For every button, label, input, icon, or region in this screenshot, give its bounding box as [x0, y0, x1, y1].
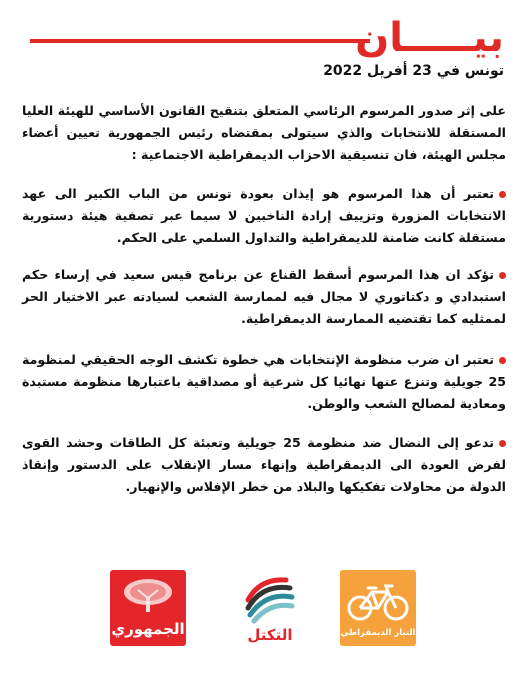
bicycle-icon — [346, 582, 410, 622]
bullet-icon — [499, 272, 506, 279]
takattol-logo — [230, 570, 310, 650]
list-item-text: تؤكد ان هذا المرسوم أسقط القناع عن برنامج قيس سعيد في إرساء حكم استبدادي و دكتاتوري لا مجال فيه لممارسة الشعب لسيادته عبر الاختيار الحر لممثليه كما تقتضيه الممارسة الديمقراطية. — [22, 267, 506, 326]
tayyar-logo-text: التيار الديمقراطي — [340, 628, 416, 638]
tree-icon — [120, 576, 176, 616]
bullet-icon — [499, 440, 506, 447]
list-item — [22, 349, 506, 415]
list-item — [22, 183, 506, 249]
page-title: بيـــــان — [355, 15, 504, 61]
bullet-icon — [499, 191, 506, 198]
list-item — [22, 264, 506, 330]
joumhouri-logo — [110, 570, 186, 646]
statement-date: تونس في 23 أفريل 2022 — [323, 63, 504, 79]
list-item — [22, 432, 506, 498]
joumhouri-logo-text: الجمهوري — [111, 620, 185, 638]
list-item-text: تعتبر أن هذا المرسوم هو إيذان بعودة تونس من الباب الكبير الى عهد الانتخابات المزورة وتزييف إرادة الناخبين لا سيما عبر تصفية هيئة دستورية مستقلة كانت ضامنة للديمقراطية والتداول السلمي على الحكم. — [22, 186, 506, 245]
takattol-logo-text: التكتل — [247, 626, 293, 644]
list-item-text: تعتبر ان ضرب منظومة الإنتخابات هي خطوة تكشف الوجه الحقيقي لمنظومة 25 جويلية وتنزع عنها نهائيا كل شرعية أو مصداقية باعتبارها منظومة مستبدة ومعادية لمصالح الشعب والوطن. — [22, 352, 506, 411]
list-item-text: تدعو إلى النضال ضد منظومة 25 جويلية وتعبئة كل الطاقات وحشد القوى لفرض العودة الى الديمقراطية وإنهاء مسار الإنقلاب على الدستور وإنقاذ الدولة من محاولات تفكيكها والبلاد من خطر الإفلاس والإنهيار. — [22, 435, 506, 494]
tayyar-logo — [340, 570, 416, 646]
bullet-icon — [499, 357, 506, 364]
stripes-icon — [230, 570, 310, 626]
intro-paragraph: على إثر صدور المرسوم الرئاسي المتعلق بتنقيح القانون الأساسي للهيئة العليا المستقلة للانتخابات والذي سيتولى بمقتضاه رئيس الجمهورية تعيين أعضاء مجلس الهيئة، فان تنسيقية الاحزاب الديمقراطية الاجتماعية : — [22, 103, 506, 162]
title-underline — [30, 39, 370, 43]
